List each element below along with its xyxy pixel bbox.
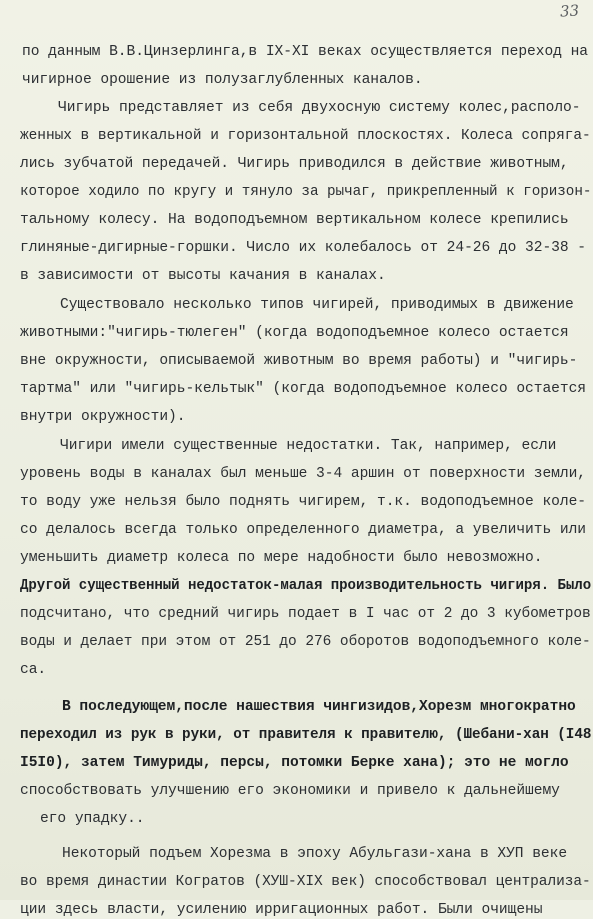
page-number: 33 xyxy=(559,1,580,21)
text-line: Чигирь представляет из себя двухосную систему колес,располо- xyxy=(58,100,581,116)
text-line: животными:"чигирь-тюлеген" (когда водоподъемное колесо остается xyxy=(20,325,569,341)
text-line: по данным В.В.Цинзерлинга,в IX-XI веках осуществляется переход на xyxy=(22,44,588,60)
text-line: то воду уже нельзя было поднять чигирем, т.к. водоподъемное коле- xyxy=(20,494,586,510)
text-line: внутри окружности). xyxy=(20,409,186,425)
text-line: тартма" или "чигирь-кельтык" (когда водоподъемное колесо остается xyxy=(20,381,586,397)
text-line: са. xyxy=(20,662,47,678)
text-line: со делалось всегда только определенного диаметра, а увеличить или xyxy=(20,522,586,538)
text-line: ции здесь власти, усилению ирригационных работ. Были очищены xyxy=(20,902,543,918)
text-line: вне окружности, описываемой животным во время работы) и "чигирь- xyxy=(20,353,578,369)
text-line: уменьшить диаметр колеса по мере надобности было невозможно. xyxy=(20,550,543,566)
text-line: I5I0), затем Тимуриды, персы, потомки Берке хана); это не могло xyxy=(20,755,569,771)
text-line: Другой существенный недостаток-малая производительность чигиря. Было xyxy=(20,578,592,594)
text-line: Некоторый подъем Хорезма в эпоху Абульгази-хана в ХУП веке xyxy=(62,846,568,862)
text-line: воды и делает при этом от 251 до 276 оборотов водоподъемного коле- xyxy=(20,634,591,650)
text-line: в зависимости от высоты качания в каналах. xyxy=(20,268,386,284)
text-line: Существовало несколько типов чигирей, приводимых в движение xyxy=(60,297,574,313)
text-line: способствовать улучшению его экономики и привело к дальнейшему xyxy=(20,783,560,799)
text-line: женных в вертикальной и горизонтальной плоскостях. Колеса сопряга- xyxy=(20,128,591,144)
text-line: лись зубчатой передачей. Чигирь приводился в действие животным, xyxy=(20,156,569,172)
text-line: глиняные-дигирные-горшки. Число их колебалось от 24-26 до 32-38 - xyxy=(20,240,586,256)
text-line: подсчитано, что средний чигирь подает в I час от 2 до 3 кубометров xyxy=(20,606,591,622)
text-line: Чигири имели существенные недостатки. Так, например, если xyxy=(60,438,557,454)
text-line: во время династии Когратов (ХУШ-XIX век) способствовал централиза- xyxy=(20,874,591,890)
text-line: В последующем,после нашествия чингизидов,Хорезм многократно xyxy=(62,699,576,715)
text-line: тальному колесу. На водоподъемном вертикальном колесе крепились xyxy=(20,212,569,228)
text-line: уровень воды в каналах был меньше 3-4 аршин от поверхности земли, xyxy=(20,466,586,482)
text-line: чигирное орошение из полузаглубленных каналов. xyxy=(22,72,423,88)
text-line: которое ходило по кругу и тянуло за рычаг, прикрепленный к горизон- xyxy=(20,184,592,200)
text-line: его упадку.. xyxy=(40,811,145,827)
text-line: переходил из рук в руки, от правителя к правителю, (Шебани-хан (I48 xyxy=(20,727,592,743)
